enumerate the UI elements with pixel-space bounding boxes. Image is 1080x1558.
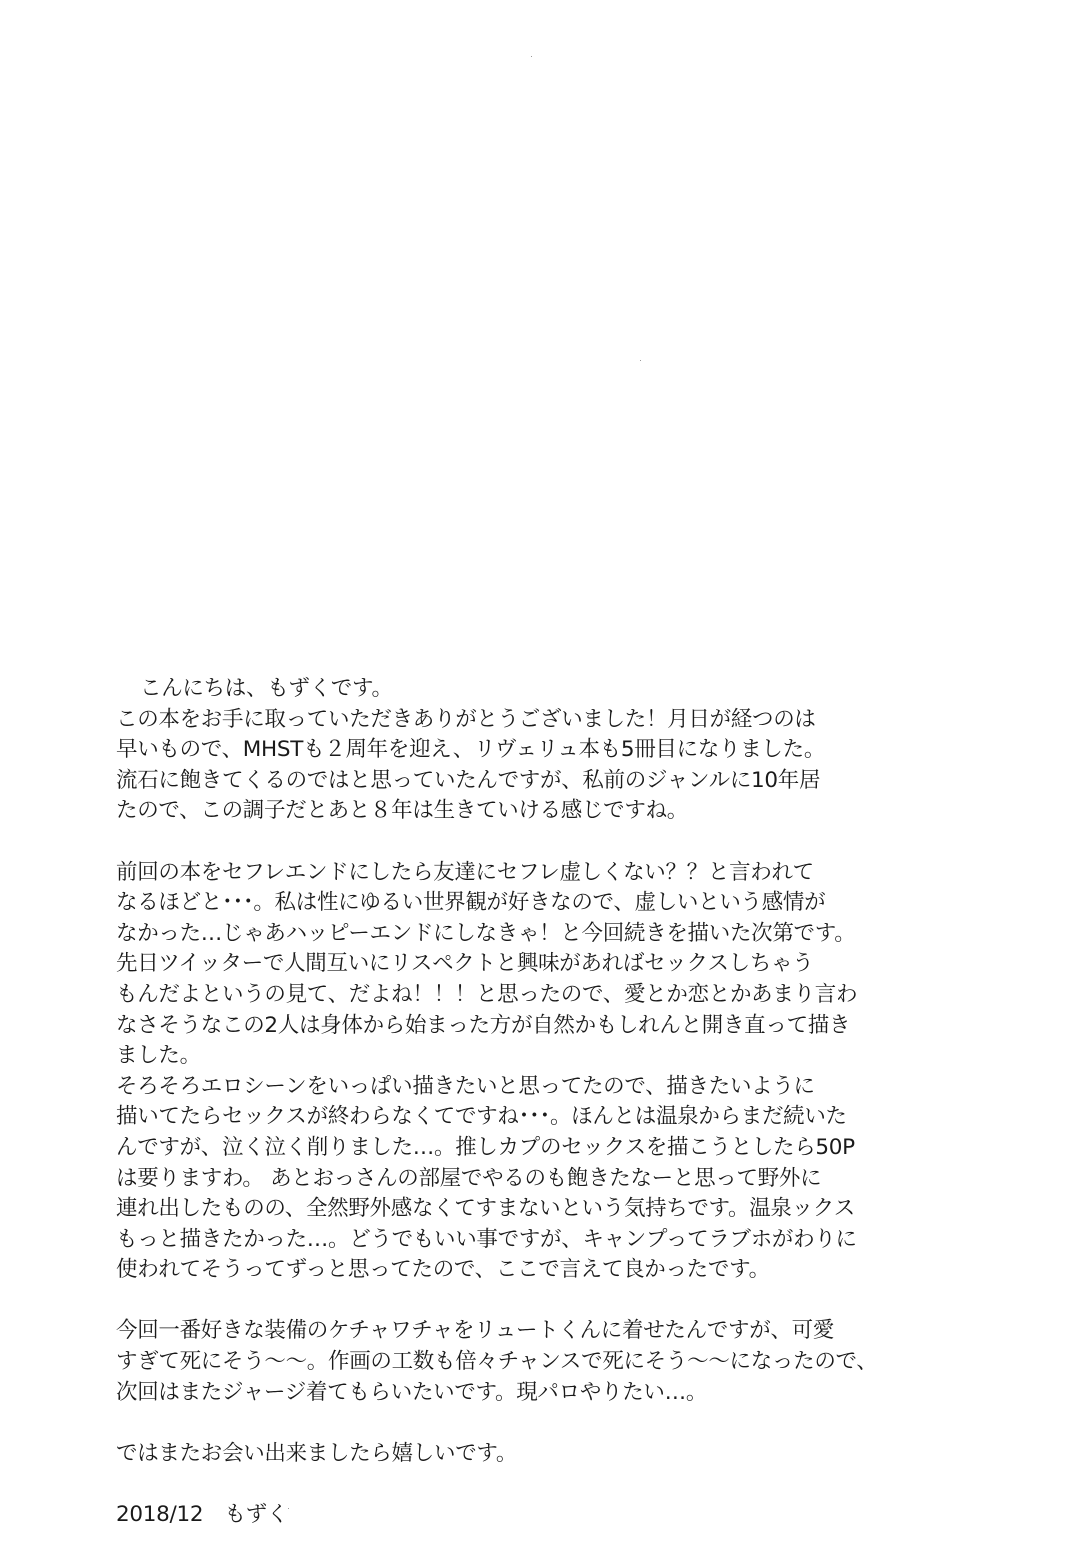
closing-line: ではまたお会い出来ましたら嬉しいです。	[116, 1440, 518, 1466]
text-line: たので、この調子だとあと８年は生きていける感じですね。	[116, 798, 688, 824]
text-line: なかった…じゃあハッピーエンドにしなきゃ！と今回続きを描いた次第です。	[116, 920, 856, 946]
text-line: 今回一番好きな装備のケチャワチャをリュートくんに着せたんですが、可愛	[116, 1318, 835, 1344]
text-line: なさそうなこの2人は身体から始まった方が自然かもしれんと開き直って描き	[116, 1012, 851, 1038]
text-line: なるほどと･･･。私は性にゆるい世界観が好きなので、虚しいという感情が	[116, 890, 826, 916]
signature-date-author: 2018/12 もずく	[116, 1502, 289, 1528]
greeting-line: こんにちは、もずくです。	[140, 676, 393, 701]
text-line: んですが、泣く泣く削りました…。推しカプのセックスを描こうとしたら50P	[116, 1134, 855, 1160]
text-line: 流石に飽きてくるのではと思っていたんですが、私前のジャンルに10年居	[116, 767, 821, 793]
text-line: ました。	[116, 1043, 201, 1069]
text-line: そろそろエロシーンをいっぱい描きたいと思ってたので、描きたいように	[116, 1073, 815, 1099]
scan-speck	[531, 56, 532, 57]
text-line: 描いてたらセックスが終わらなくてですね･･･。ほんとは温泉からまだ続いた	[116, 1104, 847, 1130]
scan-speck	[640, 360, 641, 361]
paragraph-thanks	[116, 705, 956, 827]
text-line: 連れ出したものの、全然野外感なくてすまないという気持ちです。温泉ックス	[116, 1196, 855, 1222]
paragraph-gap	[116, 1408, 956, 1439]
paragraph-gap	[116, 827, 956, 858]
text-line: 早いもので、MHSTも２周年を迎え、リヴェリュ本も5冊目になりました。	[116, 737, 826, 763]
text-line: 使われてそうってずっと思ってたので、ここで言えて良かったです。	[116, 1257, 770, 1283]
paragraph-costume	[116, 1316, 956, 1408]
paragraph-gap	[116, 1469, 956, 1500]
text-line: もんだよというの見て、だよね！！！と思ったので、愛とか恋とかあまり言わ	[116, 981, 858, 1007]
afterword-text	[116, 674, 956, 1531]
text-line: この本をお手に取っていただきありがとうございました！月日が経つのは	[116, 706, 816, 732]
text-line: もっと描きたかった…。どうでもいい事ですが、キャンプってラブホがわりに	[116, 1226, 857, 1252]
text-line: すぎて死にそう〜〜。作画の工数も倍々チャンスで死にそう〜〜になったので、	[116, 1349, 878, 1375]
text-line: 先日ツイッターで人間互いにリスペクトと興味があればセックスしちゃう	[116, 951, 814, 977]
paragraph-gap	[116, 1286, 956, 1317]
text-line: は要りますわ。 あとおっさんの部屋でやるのも飽きたなーと思って野外に	[116, 1165, 822, 1191]
text-line: 次回はまたジャージ着てもらいたいです。現パロやりたい…。	[116, 1379, 708, 1405]
text-line: 前回の本をセフレエンドにしたら友達にセフレ虚しくない？？と言われて	[116, 859, 814, 885]
paragraph-story-notes	[116, 858, 956, 1286]
